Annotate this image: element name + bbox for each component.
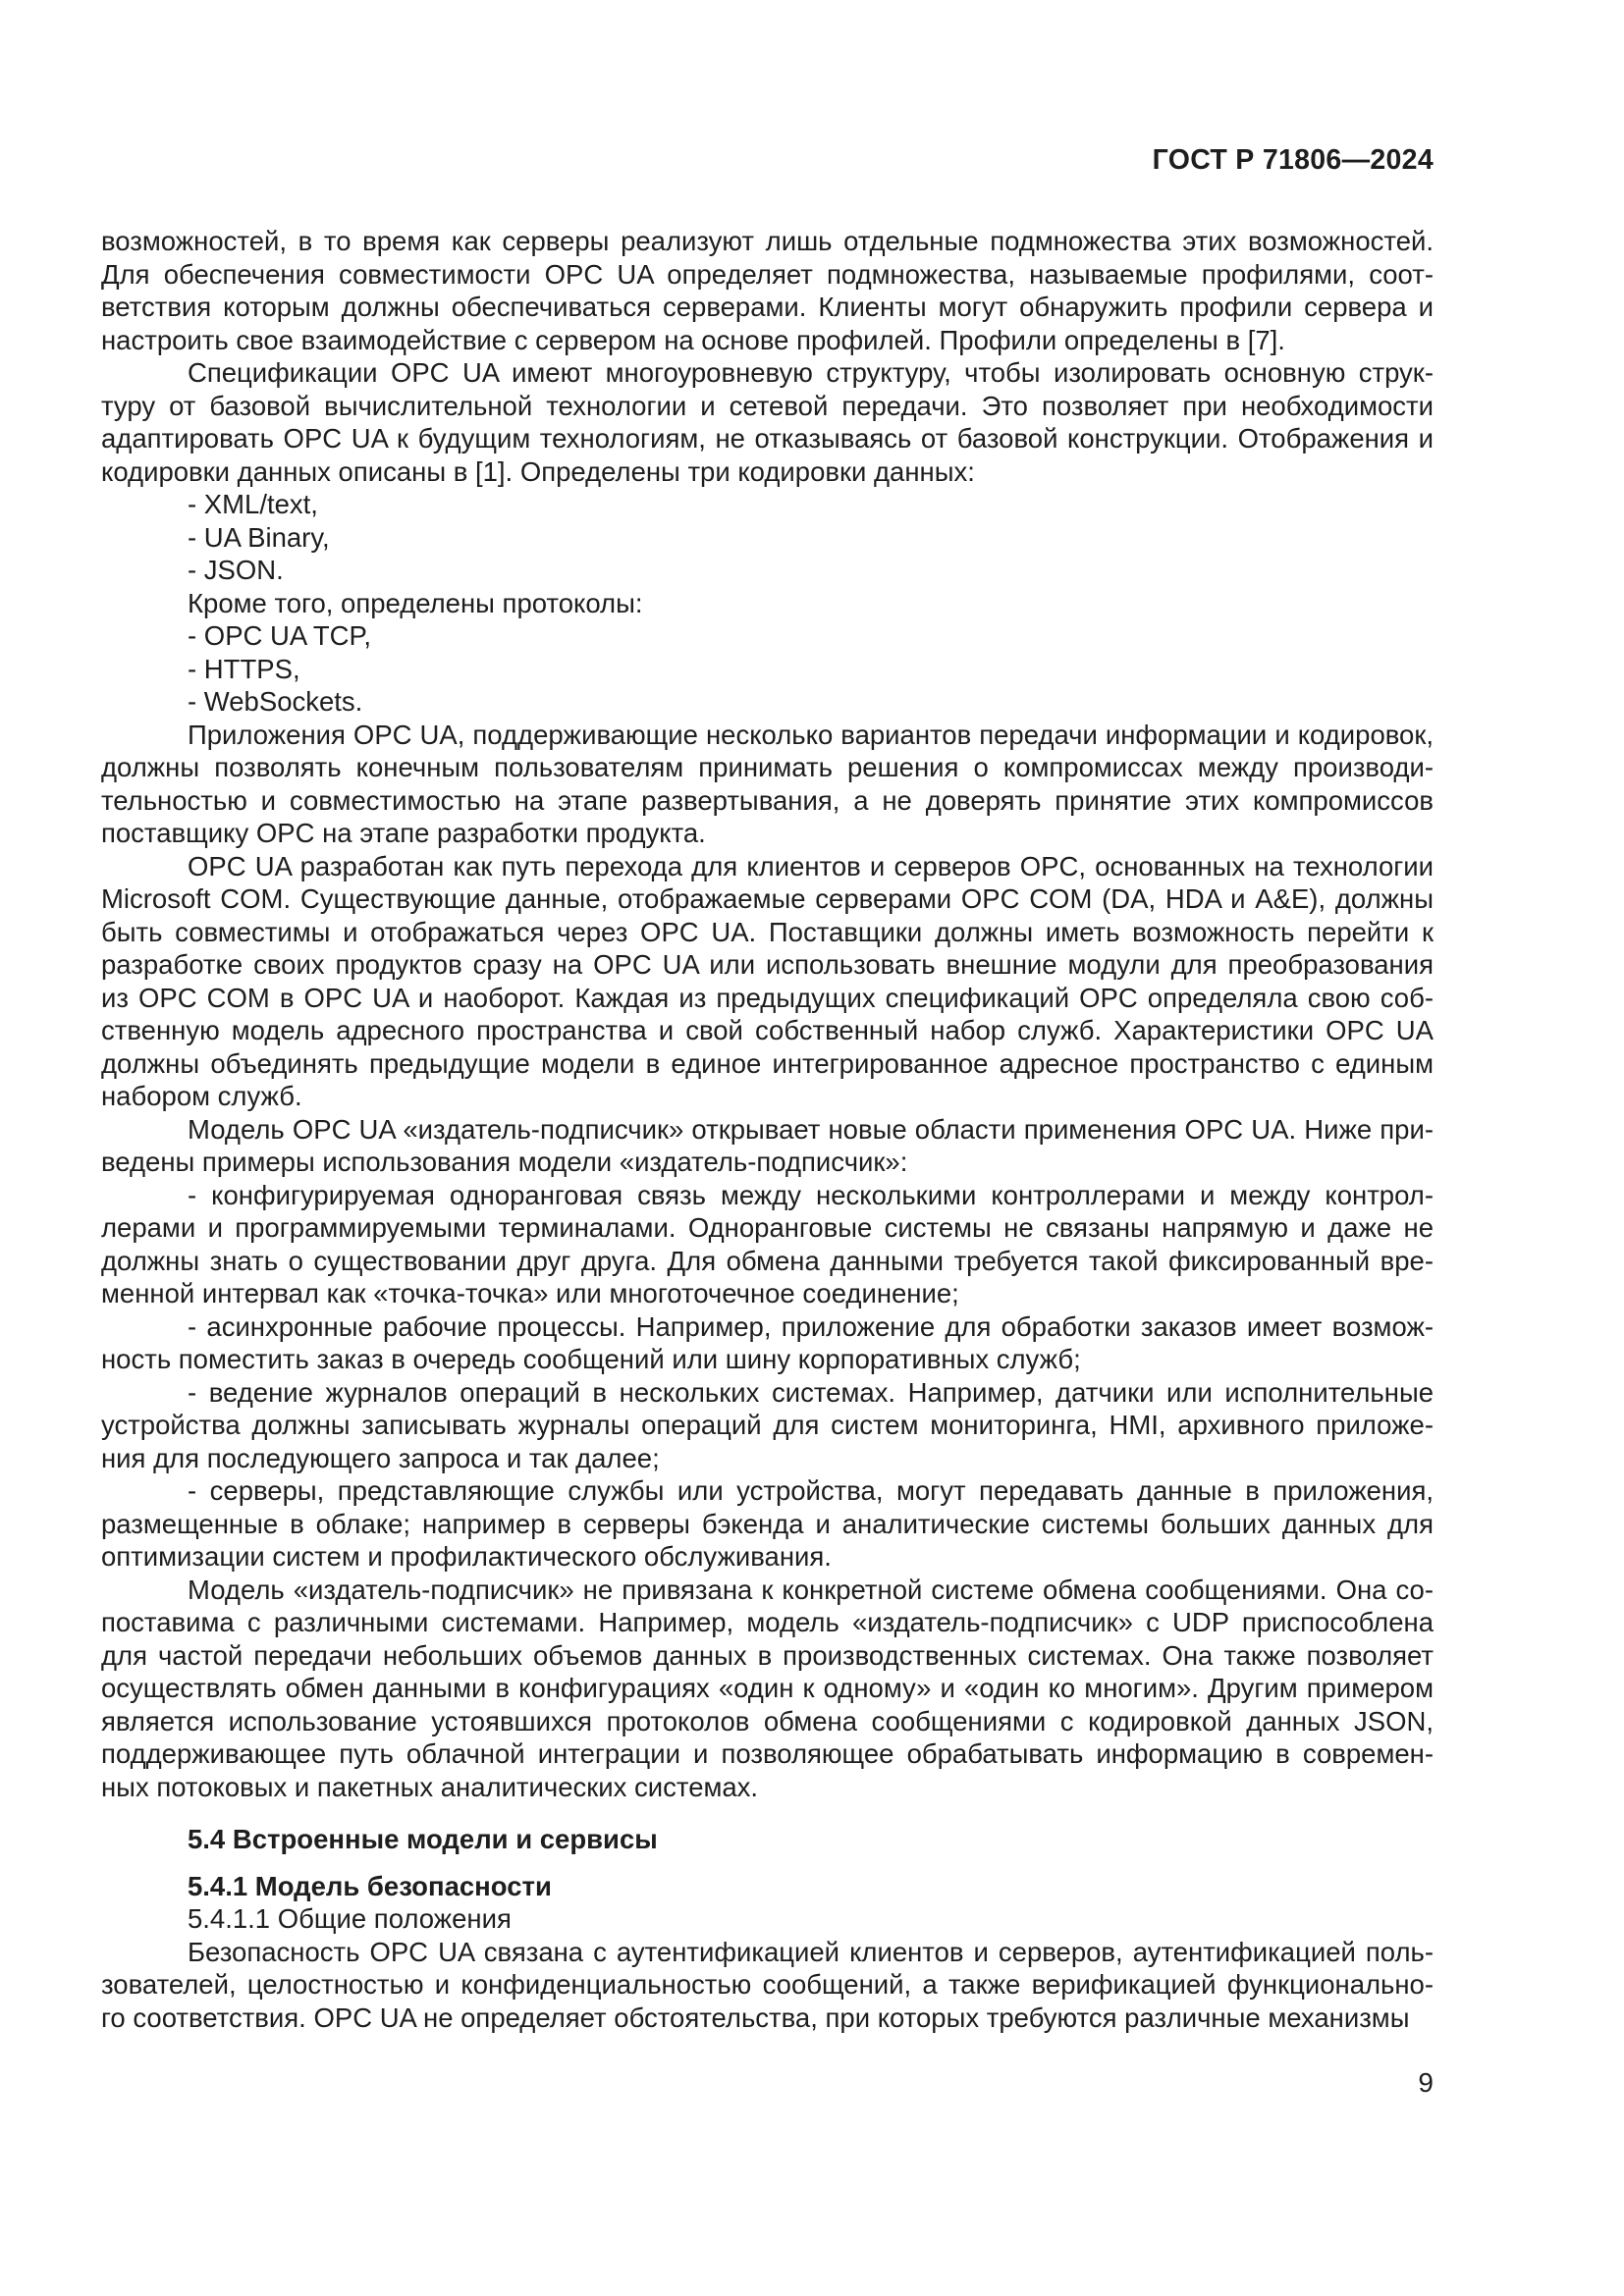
paragraph-line: из OPC COM в OPC UA и наоборот. Каждая из предыдущих спецификаций OPC определяла свою соб- (101, 982, 1434, 1013)
paragraph-line: ственную модель адресного пространства и свой собственный набор служб. Характеристики OPC UA (101, 1015, 1434, 1045)
paragraph-line: Microsoft COM. Существующие данные, отображаемые серверами OPC COM (DA, HDA и A&E), должны (101, 883, 1434, 914)
paragraph-line: поддерживающее путь облачной интеграции и позволяющее обрабатывать информацию в современ- (101, 1738, 1434, 1769)
list-item: - OPC UA TCP, (188, 620, 371, 651)
paragraph-line: возможностей, в то время как серверы реализуют лишь отдельные подмножества этих возможностей. (101, 226, 1434, 256)
paragraph-line: Для обеспечения совместимости OPC UA определяет подмножества, называемые профилями, соот- (101, 258, 1434, 290)
list-item: - WebSockets. (188, 686, 363, 717)
list-item: - XML/text, (188, 489, 318, 519)
paragraph-line: для частой передачи небольших объемов данных в производственных системах. Она также позволяет (101, 1639, 1434, 1671)
paragraph-line: Кроме того, определены протоколы: (188, 587, 643, 618)
paragraph-line: туру от базовой вычислительной технологии и сетевой передачи. Это позволяет при необходимости (101, 390, 1434, 421)
paragraph-line: ния для последующего запроса и так далее; (101, 1442, 660, 1473)
paragraph-line: набором служб. (101, 1081, 302, 1111)
paragraph-line: быть совместимы и отображаться через OPC UA. Поставщики должны иметь возможность перейти к (101, 916, 1434, 947)
paragraph-line: - конфигурируемая одноранговая связь между несколькими контроллерами и между контрол- (188, 1179, 1434, 1210)
paragraph-line: устройства должны записывать журналы операций для систем мониторинга, HMI, архивного приложе- (101, 1410, 1434, 1440)
paragraph-line: Спецификации OPC UA имеют многоуровневую структуру, чтобы изолировать основную струк- (188, 357, 1434, 388)
paragraph-line: зователей, целостностью и конфиденциальностью сообщений, а также верификацией функционально- (101, 1969, 1434, 2000)
paragraph-line: OPC UA разработан как путь перехода для клиентов и серверов OPC, основанных на технологии (188, 850, 1434, 881)
paragraph-line: разработке своих продуктов сразу на OPC UA или использовать внешние модули для преобразования (101, 949, 1434, 980)
page-body (101, 225, 1434, 2034)
section-heading: 5.4.1.1 Общие положения (188, 1903, 512, 1934)
paragraph-line: ных потоковых и пакетных аналитических системах. (101, 1771, 759, 1802)
paragraph-line: ветствия которым должны обеспечиваться серверами. Клиенты могут обнаружить профили сервера и (101, 292, 1434, 322)
section-heading: 5.4 Встроенные модели и сервисы (188, 1824, 658, 1854)
paragraph-line: должны объединять предыдущие модели в единое интегрированное адресное пространство с единым (101, 1047, 1434, 1079)
section-heading: 5.4.1 Модель безопасности (188, 1870, 552, 1901)
paragraph-line: должны знать о существовании друг друга. Для обмена данными требуется такой фиксированный вре- (101, 1245, 1434, 1276)
paragraph-line: - асинхронные рабочие процессы. Например, приложение для обработки заказов имеет возмож- (188, 1310, 1434, 1342)
page-number: 9 (1418, 2067, 1434, 2098)
paragraph-line: размещенные в облаке; например в серверы бэкенда и аналитические системы больших данных для (101, 1508, 1434, 1539)
list-item: - UA Binary, (188, 521, 330, 553)
paragraph-line: Модель «издатель-подписчик» не привязана к конкретной системе обмена сообщениями. Она со- (188, 1574, 1434, 1605)
paragraph-line: Приложения OPC UA, поддерживающие несколько вариантов передачи информации и кодировок, (188, 719, 1434, 750)
paragraph-line: адаптировать OPC UA к будущим технологиям, не отказываясь от базовой конструкции. Отображения и (101, 423, 1434, 454)
paragraph-line: Безопасность OPC UA связана с аутентификацией клиентов и серверов, аутентификацией поль- (188, 1936, 1434, 1967)
paragraph-line: должны позволять конечным пользователям принимать решения о компромиссах между производи- (101, 752, 1434, 782)
list-item: - HTTPS, (188, 653, 300, 684)
paragraph-line: является использование устоявшихся протоколов обмена сообщениями с кодировкой данных JSON, (101, 1705, 1434, 1736)
paragraph-line: тельностью и совместимостью на этапе развертывания, а не доверять принятие этих компромиссов (101, 784, 1434, 816)
standard-number-header: ГОСТ Р 71806—2024 (1152, 144, 1434, 176)
paragraph-line: настроить свое взаимодействие с сервером на основе профилей. Профили определены в [7]. (101, 324, 1285, 355)
paragraph-line: оптимизации систем и профилактического обслуживания. (101, 1541, 832, 1572)
paragraph-line: менной интервал как «точка-точка» или многоточечное соединение; (101, 1278, 959, 1308)
paragraph-line: ность поместить заказ в очередь сообщений или шину корпоративных служб; (101, 1344, 1081, 1374)
paragraph-line: осуществлять обмен данными в конфигурациях «один к одному» и «один ко многим». Другим примером (101, 1673, 1434, 1703)
paragraph-line: лерами и программируемыми терминалами. Одноранговые системы не связаны напрямую и даже не (101, 1212, 1434, 1243)
paragraph-line: ведены примеры использования модели «издатель-подписчик»: (101, 1147, 908, 1177)
paragraph-line: го соответствия. OPC UA не определяет обстоятельства, при которых требуются различные механизмы (101, 2002, 1410, 2033)
paragraph-line: поставима с различными системами. Например, модель «издатель-подписчик» с UDP приспособлена (101, 1607, 1434, 1637)
paragraph-line: кодировки данных описаны в [1]. Определены три кодировки данных: (101, 455, 975, 487)
paragraph-line: Модель OPC UA «издатель-подписчик» открывает новые области применения OPC UA. Ниже при- (188, 1113, 1434, 1145)
paragraph-line: поставщику OPC на этапе разработки продукта. (101, 818, 706, 848)
list-item: - JSON. (188, 555, 284, 585)
paragraph-line: - ведение журналов операций в нескольких системах. Например, датчики или исполнительные (188, 1376, 1434, 1408)
paragraph-line: - серверы, представляющие службы или устройства, могут передавать данные в приложения, (188, 1475, 1434, 1506)
